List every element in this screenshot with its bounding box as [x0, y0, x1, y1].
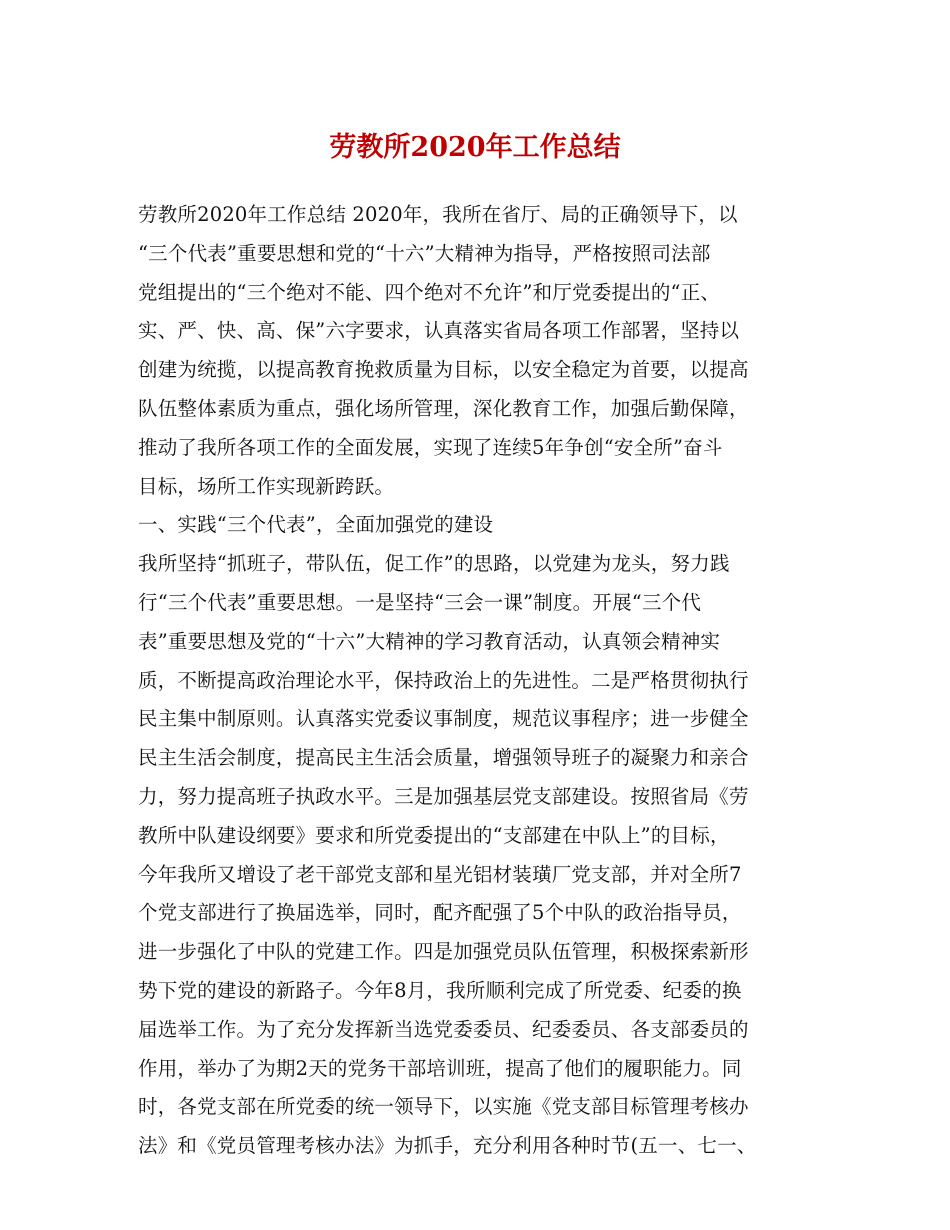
body-line: 民主生活会制度，提高民主生活会质量，增强领导班子的凝聚力和亲合	[138, 746, 749, 770]
body-line: 行“三个代表”重要思想。一是坚持“三会一课”制度。开展“三个代	[138, 590, 702, 614]
body-line: 表”重要思想及党的“十六”大精神的学习教育活动，认真领会精神实	[138, 629, 721, 653]
body-line: 法》和《党员管理考核办法》为抓手，充分利用各种时节(五一、七一、	[138, 1134, 757, 1158]
body-line: 时，各党支部在所党委的统一领导下，以实施《党支部目标管理考核办	[138, 1095, 749, 1119]
body-line: 党组提出的“三个绝对不能、四个绝对不允许”和厅党委提出的“正、	[138, 280, 721, 304]
body-line: 创建为统揽，以提高教育挽救质量为目标，以安全稳定为首要，以提高	[138, 358, 749, 382]
body-line: 队伍整体素质为重点，强化场所管理，深化教育工作，加强后勤保障，	[138, 396, 749, 420]
body-line: 届选举工作。为了充分发挥新当选党委委员、纪委委员、各支部委员的	[138, 1017, 749, 1041]
body-line: 质，不断提高政治理论水平，保持政治上的先进性。二是严格贯彻执行	[138, 668, 749, 692]
document-title: 劳教所2020年工作总结	[329, 132, 621, 163]
document-body	[138, 196, 838, 1166]
section-heading: 一、实践“三个代表”，全面加强党的建设	[138, 513, 494, 537]
body-line: “三个代表”重要思想和党的“十六”大精神为指导，严格按照司法部	[138, 241, 711, 265]
body-line: 我所坚持“抓班子，带队伍，促工作”的思路，以党建为龙头，努力践	[138, 552, 730, 576]
body-line: 实、严、快、高、保”六字要求，认真落实省局各项工作部署，坚持以	[138, 319, 740, 343]
body-line: 劳教所2020年工作总结 2020年，我所在省厅、局的正确领导下，以	[138, 203, 738, 226]
body-line: 今年我所又增设了老干部党支部和星光铝材装璜厂党支部，并对全所7	[138, 862, 742, 886]
body-line: 个党支部进行了换届选举，同时，配齐配强了5个中队的政治指导员，	[138, 901, 742, 925]
body-line: 进一步强化了中队的党建工作。四是加强党员队伍管理，积极探索新形	[138, 940, 749, 964]
body-line: 教所中队建设纲要》要求和所党委提出的“支部建在中队上”的目标，	[138, 823, 730, 847]
body-line: 力，努力提高班子执政水平。三是加强基层党支部建设。按照省局《劳	[138, 784, 749, 808]
body-line: 推动了我所各项工作的全面发展，实现了连续5年争创“安全所”奋斗	[138, 435, 723, 459]
body-line: 作用，举办了为期2天的党务干部培训班，提高了他们的履职能力。同	[138, 1056, 742, 1080]
body-line: 民主集中制原则。认真落实党委议事制度，规范议事程序；进一步健全	[138, 707, 749, 731]
body-line: 势下党的建设的新路子。今年8月，我所顺利完成了所党委、纪委的换	[138, 978, 742, 1002]
body-line: 目标，场所工作实现新跨跃。	[138, 474, 395, 498]
